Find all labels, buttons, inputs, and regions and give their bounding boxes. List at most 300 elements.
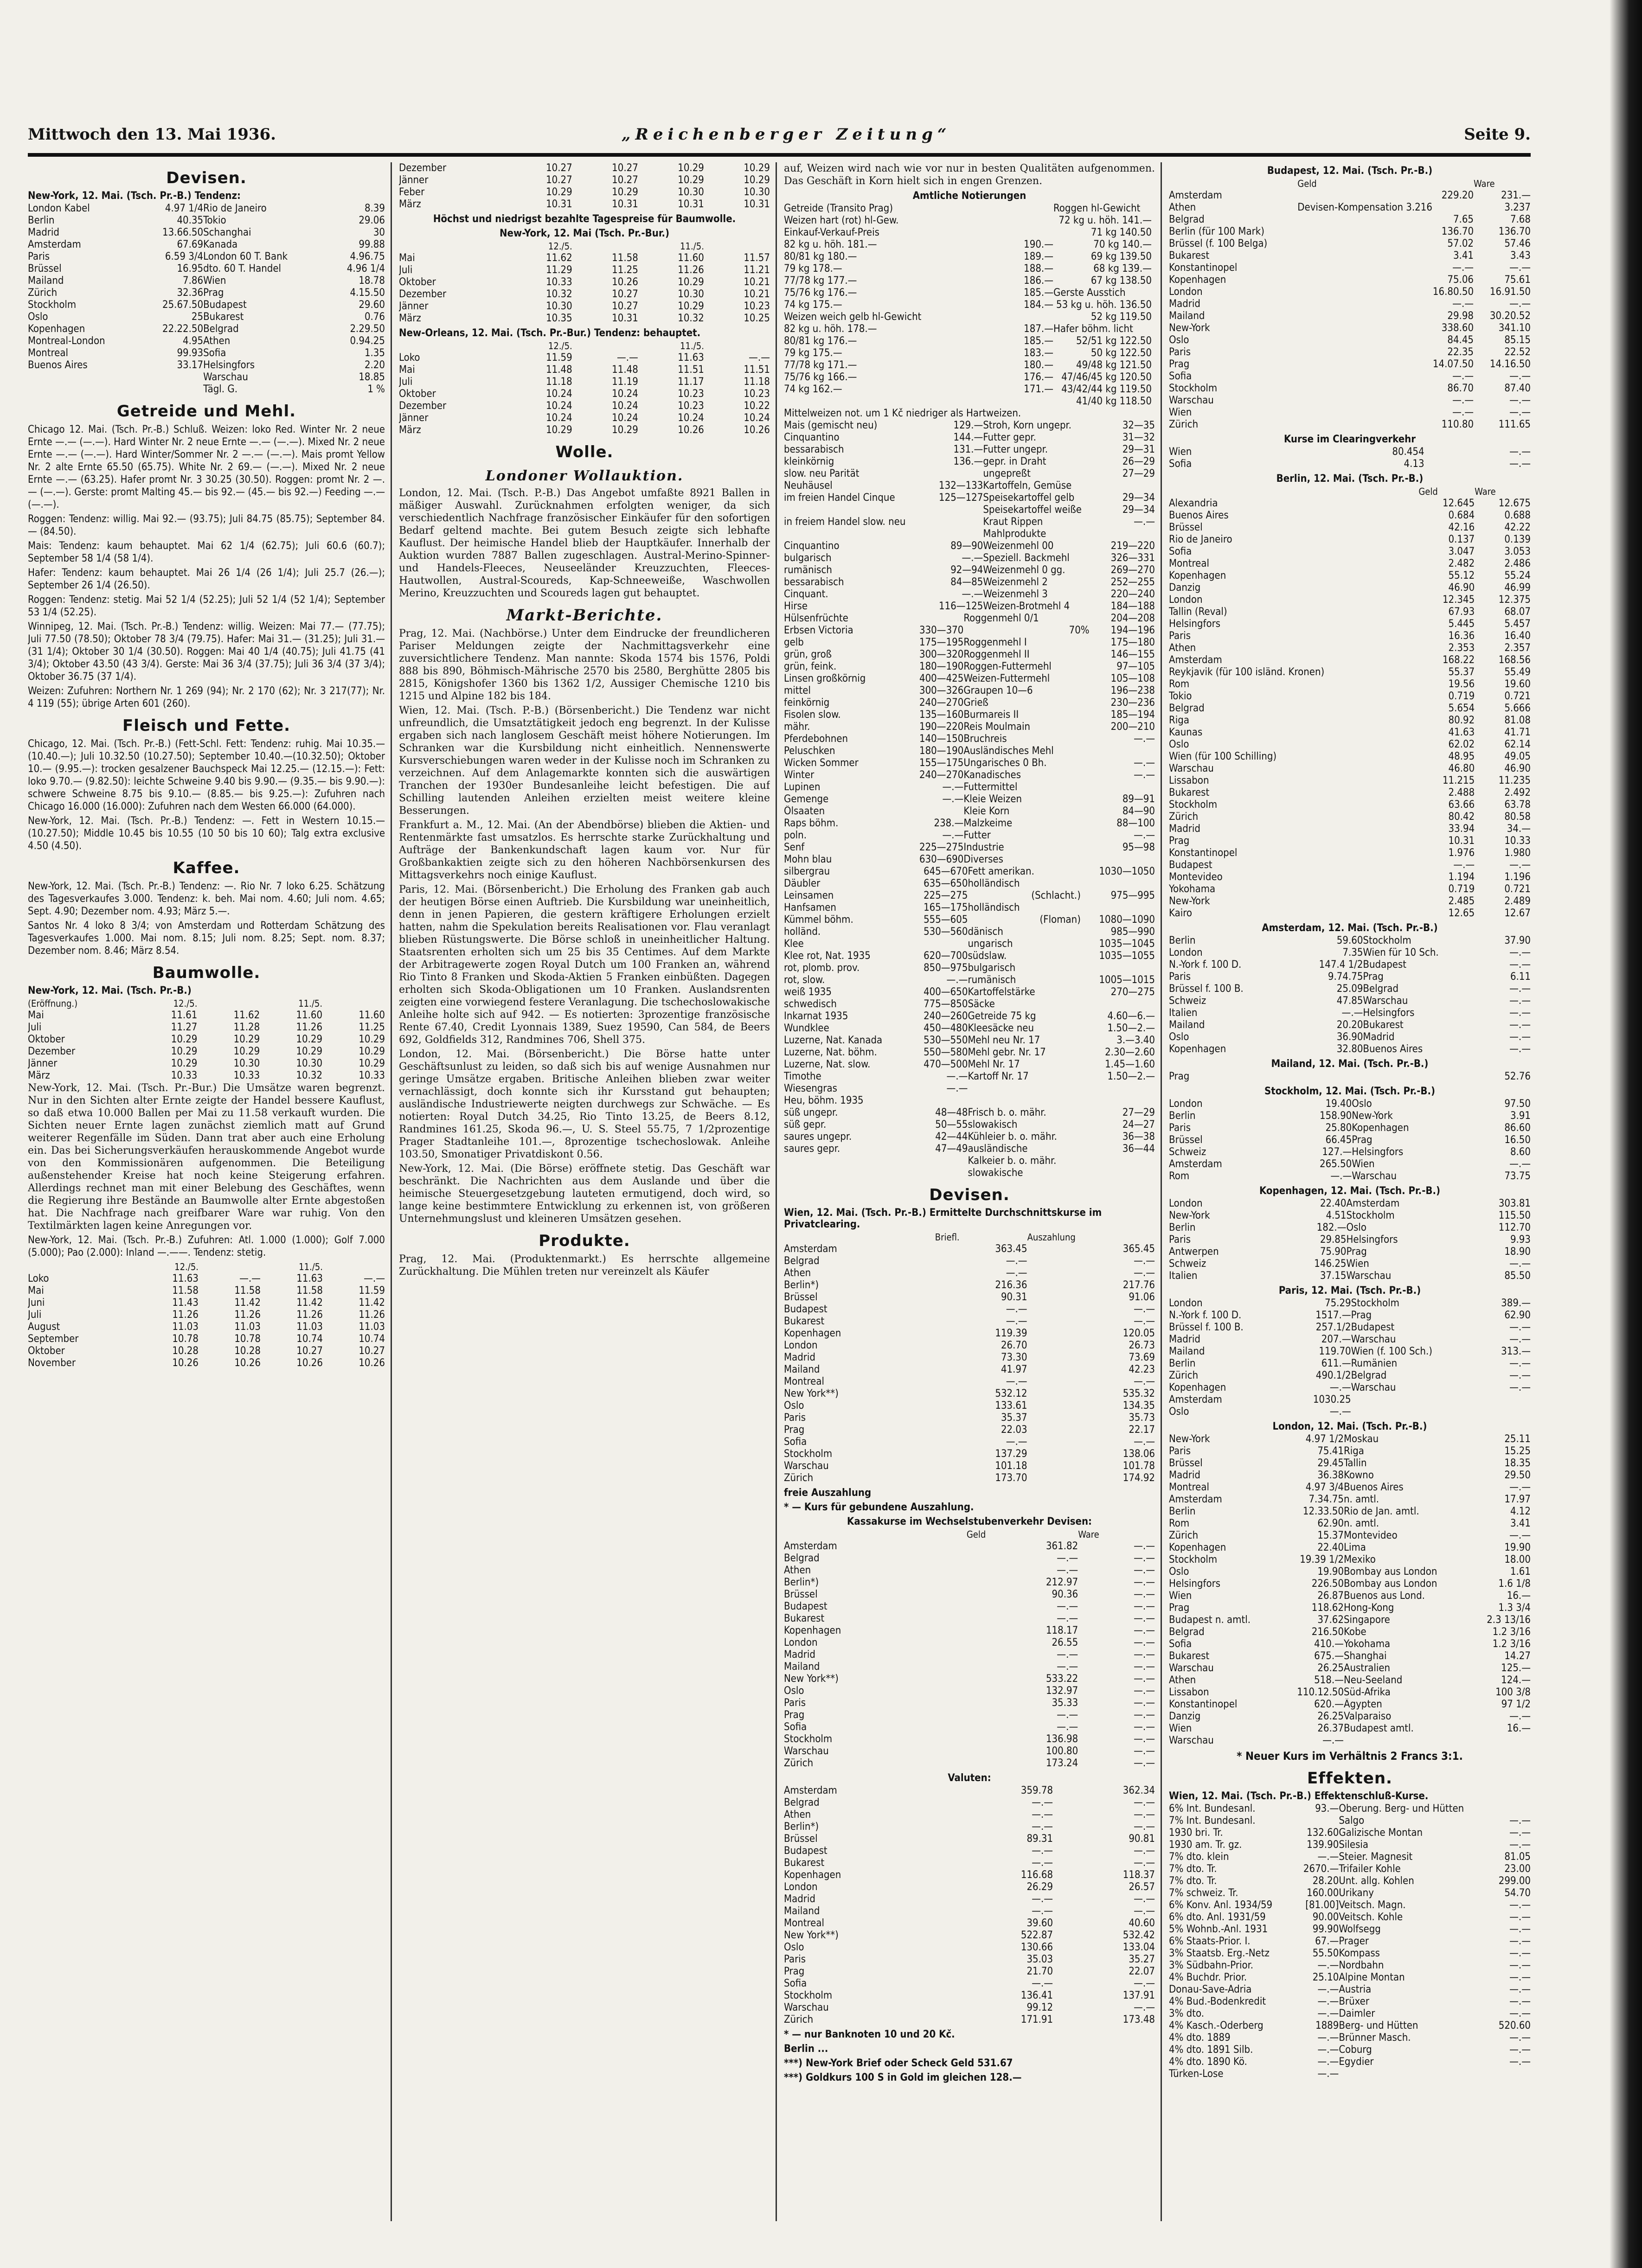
table-cell: Budapest xyxy=(784,1845,827,1857)
table-row xyxy=(1169,262,1531,274)
table-cell: holländ. xyxy=(784,926,821,938)
table-cell xyxy=(1152,359,1155,371)
table-cell: Tokio xyxy=(203,215,226,226)
table-cell: 125—127 xyxy=(939,492,983,504)
table-cell: —.— xyxy=(1509,1043,1531,1055)
table-cell: 81.05 xyxy=(1504,1851,1531,1863)
table-row xyxy=(784,1279,1155,1291)
table-row xyxy=(1169,1984,1531,1996)
table-cell: 10.78 xyxy=(234,1333,261,1345)
table-cell: Prag xyxy=(784,1424,805,1436)
table-cell: 11.26 xyxy=(234,1309,261,1321)
table-row xyxy=(784,432,1155,444)
table-cell: 22.22.50 xyxy=(162,323,204,335)
table-cell: 7.35 xyxy=(1342,947,1363,958)
table-cell: 12.65 xyxy=(1448,907,1475,919)
table-cell: —.— xyxy=(1509,1711,1531,1722)
table-cell: 10.29 xyxy=(171,1034,198,1045)
table-cell: Dezember xyxy=(28,1046,76,1057)
table-cell: 11.48 xyxy=(612,364,638,376)
table-cell: Roggenmehl 0/1 xyxy=(963,613,1039,624)
table-cell: 46.80 xyxy=(1448,763,1475,774)
table-cell: 532.42 xyxy=(1122,1929,1155,1941)
getreide-paragraph: Chicago 12. Mai. (Tsch. Pr.-B.) Schluß. Weizen: loko Red. Winter Nr. 2 neue Ernte —.— (—.—). Hard Winter Nr. 2 neue Ernte —.— (—.—). Mixed Nr. 2 neue Ernte —.— (—.—). Hard Winter/Sommer Nr. 2 —.— (—.—). Mais promt Yellow Nr. 2 alte Ernte 65.50 (65.75). White Nr. 2 69.— (—.—). Mixed Nr. 2 neue Ernte —.— (63.25). Hafer promt Nr. 3 30.25 (30.50). Roggen: promt Nr. 2 —.— (—.—). Gerste: promt Malting 45.— bis 92.— (45.— bis 92.—) Feeding —.— (—.—). xyxy=(28,424,385,511)
table-row xyxy=(1169,811,1531,823)
table-cell: silbergrau xyxy=(784,866,830,877)
table-cell xyxy=(1152,299,1155,311)
table-cell: Berlin xyxy=(1169,1506,1196,1517)
table-cell: 10.33 xyxy=(546,276,572,288)
table-cell: Paris xyxy=(784,1697,806,1709)
table-row xyxy=(1169,286,1531,298)
table-cell: März xyxy=(399,198,421,210)
table-cell: 10.29 xyxy=(678,300,704,312)
table-cell: 10.78 xyxy=(172,1333,199,1345)
table-cell: Konstantinopel xyxy=(1169,262,1238,274)
table-cell: —.— xyxy=(1452,262,1474,274)
table-row xyxy=(784,359,1155,371)
table-cell: 36—44 xyxy=(1122,1143,1155,1155)
table-cell: —.— xyxy=(1134,1821,1155,1833)
table-cell: Roggenmehl I xyxy=(963,637,1027,648)
table-cell: —.— xyxy=(1452,407,1474,418)
table-cell: Prag xyxy=(1352,1134,1373,1146)
table-cell: Ölsaaten xyxy=(784,805,825,817)
table-cell: 1035—1045 xyxy=(1099,938,1155,950)
table-cell: feinkörnig xyxy=(784,697,830,709)
table-cell: 80.42 xyxy=(1448,811,1475,823)
table-cell: 2670.— xyxy=(1303,1863,1339,1875)
table-row xyxy=(1169,1851,1531,1863)
table-cell: 2.20 xyxy=(364,359,385,371)
table-cell: Madrid xyxy=(784,1649,815,1661)
table-cell: Gerste Ausstich xyxy=(1053,287,1126,299)
table-cell: Schweiz xyxy=(1169,1258,1206,1270)
baumwolle-hl-table xyxy=(399,240,770,325)
table-cell: Mai xyxy=(399,364,415,376)
table-cell: 158.90 xyxy=(1320,1110,1352,1122)
table-cell: 4.12 xyxy=(1510,1506,1531,1517)
table-row xyxy=(784,504,1155,516)
table-cell: 11.63 xyxy=(172,1273,199,1284)
table-row xyxy=(1169,1334,1531,1346)
table-cell: Zürich xyxy=(1169,1370,1199,1381)
table-cell: Madrid xyxy=(28,227,59,238)
table-cell: —.— xyxy=(942,830,964,841)
table-row xyxy=(1169,1019,1531,1031)
table-cell: 47—49 xyxy=(935,1143,968,1155)
table-cell: 200—210 xyxy=(1110,721,1155,733)
table-cell: 99.90 xyxy=(1312,1923,1339,1935)
table-cell: Warschau xyxy=(1169,1662,1214,1674)
table-cell: 217.76 xyxy=(1122,1279,1155,1291)
table-cell: 133.61 xyxy=(995,1400,1027,1412)
table-cell: 365.45 xyxy=(1122,1243,1155,1255)
table-row xyxy=(1169,498,1531,510)
table-cell: 43/42/44 kg 119.50 xyxy=(1061,383,1152,395)
table-cell: Bruchreis xyxy=(963,733,1007,745)
table-cell: 11.235 xyxy=(1498,775,1531,786)
table-row xyxy=(399,186,770,198)
table-header-row xyxy=(784,1231,1155,1243)
table-cell: 11.03 xyxy=(359,1321,385,1333)
table-cell: saures gepr. xyxy=(784,1143,840,1155)
table-cell: Ware xyxy=(1474,178,1495,189)
table-cell: Stockholm xyxy=(1346,1210,1395,1221)
table-cell: Buenos Aires xyxy=(1363,1043,1423,1055)
table-cell: bessarabisch xyxy=(784,444,844,455)
table-row xyxy=(28,1034,385,1046)
table-cell: 91.06 xyxy=(1129,1291,1155,1303)
table-cell: 22.35 xyxy=(1447,346,1474,358)
table-cell: 326—331 xyxy=(1110,552,1155,564)
table-row xyxy=(1169,1222,1531,1234)
table-cell: 55.49 xyxy=(1504,666,1531,678)
table-cell: —.— xyxy=(946,974,968,986)
table-cell: dänisch xyxy=(968,926,1003,938)
table-row xyxy=(784,576,1155,588)
table-cell: 10.26 xyxy=(744,424,770,436)
stockholm-subhead: Stockholm, 12. Mai. (Tsch. Pr.-B.) xyxy=(1264,1086,1436,1097)
mais-table xyxy=(784,420,1155,613)
table-cell: mittel xyxy=(784,685,811,696)
table-cell: 85.50 xyxy=(1504,1270,1531,1282)
table-cell: New-York xyxy=(1169,895,1210,907)
table-cell: —.— xyxy=(1317,1984,1339,1995)
table-cell: 3.053 xyxy=(1504,546,1531,557)
table-cell: Inkarnat 1935 xyxy=(784,1010,848,1022)
table-cell: Brüssel xyxy=(1169,1457,1203,1469)
table-cell xyxy=(1152,239,1155,251)
table-cell: 533.22 xyxy=(1045,1673,1078,1685)
table-cell: —.— xyxy=(1057,1709,1078,1721)
table-cell: 10.27 xyxy=(612,174,638,186)
table-cell: Kopenhagen xyxy=(1352,1122,1409,1134)
table-cell: 146.25 xyxy=(1314,1258,1347,1270)
table-cell: 138.06 xyxy=(1122,1448,1155,1460)
table-cell: —.— xyxy=(1509,1923,1531,1935)
table-cell xyxy=(199,1261,261,1273)
table-cell: Weizen weich gelb hl-Gewicht xyxy=(784,311,922,323)
table-row xyxy=(1169,1346,1531,1358)
table-cell: 10.32 xyxy=(296,1070,323,1081)
table-cell: 1035—1055 xyxy=(1099,950,1155,962)
berlin-table xyxy=(1169,486,1531,920)
table-row xyxy=(1169,1711,1531,1723)
table-cell: 635—650 xyxy=(924,878,968,889)
table-row xyxy=(1169,510,1531,522)
table-cell: Lissabon xyxy=(1169,775,1209,786)
table-cell xyxy=(1351,1406,1480,1418)
table-cell: bulgarisch xyxy=(968,962,1016,974)
table-row xyxy=(1169,1297,1531,1310)
table-cell: 2.3 13/16 xyxy=(1487,1614,1531,1626)
table-cell: 19.60 xyxy=(1504,678,1531,690)
table-row xyxy=(1169,1815,1531,1827)
table-cell xyxy=(572,240,638,252)
table-cell: 118.37 xyxy=(1122,1869,1155,1881)
table-cell: 136.70 xyxy=(1441,226,1474,237)
table-row xyxy=(1169,959,1531,971)
table-cell: —.— xyxy=(1134,1661,1155,1673)
table-row xyxy=(28,1070,385,1082)
table-row xyxy=(1169,1457,1531,1469)
table-cell: —.— xyxy=(1452,395,1474,406)
table-cell: 55.12 xyxy=(1448,570,1475,581)
table-cell xyxy=(1081,1167,1155,1179)
table-cell: 33.17 xyxy=(177,359,204,371)
valuten-title: Valuten: xyxy=(948,1772,991,1784)
table-cell: Silesia xyxy=(1339,1839,1369,1851)
table-cell: 185.— xyxy=(1024,287,1054,299)
table-cell: —.— xyxy=(1317,2044,1339,2056)
table-cell xyxy=(928,468,983,480)
table-cell: Oslo xyxy=(1169,1031,1189,1043)
table-cell: Madrid xyxy=(1169,1469,1200,1481)
table-header-row xyxy=(399,240,770,252)
table-cell: Schweiz xyxy=(1169,995,1206,1007)
table-cell: 1.50—2.— xyxy=(1107,1071,1155,1082)
table-cell: Oslo xyxy=(1169,1566,1189,1578)
table-cell: Speisekartoffel weiße xyxy=(983,504,1082,516)
table-cell: 207.— xyxy=(1321,1334,1351,1345)
table-row xyxy=(784,1721,1155,1733)
table-cell: Wien xyxy=(203,275,226,287)
table-cell: 389.— xyxy=(1501,1297,1531,1309)
table-cell: 12.645 xyxy=(1442,498,1475,509)
table-cell: 220—240 xyxy=(1110,588,1155,600)
table-cell: 1 % xyxy=(367,383,385,395)
table-cell: 180.— xyxy=(1024,359,1054,371)
table-cell: —.— xyxy=(1509,371,1531,382)
table-cell: —.— xyxy=(1134,1905,1155,1917)
table-cell: August xyxy=(28,1321,60,1333)
table-cell: Bukarest xyxy=(784,1857,825,1869)
table-cell: 26.87 xyxy=(1317,1590,1344,1602)
fleisch-paragraph: Chicago, 12. Mai. (Tsch. Pr.-B.) (Fett-Schl. Fett: Tendenz: ruhig. Mai 10.35.—(10.40.—); Juli 10.32.50 (10.27.50); September 10.40.—(10.32.50); Oktober 10.— (9.95.—): trocken gesalzener Bauchspeck Mai 12.25.— (12.15.—): Fett: loko 9.70.— (9.82.50): leichte Schweine 9.40 bis 9.90.— (9.35.— bis 9.90.—): schwere Schweine 8.75 bis 9.10.— (8.85.— bis 9.25.—): Zufuhren nach Chicago 16.000 (16.000): Zufuhren nach dem Westen 66.000 (64.000). xyxy=(28,738,385,812)
table-cell: Futter xyxy=(963,830,991,841)
table-cell: Mehl neu Nr. 17 xyxy=(968,1035,1040,1046)
table-cell: Buenos Aires xyxy=(28,359,88,371)
table-row xyxy=(1169,1590,1531,1602)
table-row xyxy=(399,162,770,174)
table-cell: 11.17 xyxy=(678,376,704,388)
table-row xyxy=(28,1321,385,1333)
table-cell: 1.194 xyxy=(1448,871,1475,883)
table-cell: —.— xyxy=(1317,1996,1339,2007)
table-cell: 82 kg u. höh. 178.— xyxy=(784,323,877,335)
markt-paragraph: Paris, 12. Mai. (Börsenbericht.) Die Erholung des Franken gab auch der heutigen Börse einen Auftrieb. Die Kursbildung war uneinheitlich, denn in jenen Papieren, die gestern kräftigere Erholungen erzielt hatten, nahm die Spekulation bereits Realisationen vor. Flau veranlagt blieben Rüstungswerte. Die Börse schloß in uneinheitlicher Haltung. Staatsrenten erholten sich um 25 bis 35 Centimes. Auf dem Markte der Arbitragewerte zogen Royal Dutch um 100 Franken an, während Rio Tinto 8 Franken und Skoda-Aktien 5 Franken einbüßten. Dagegen erholten sich Skoda-Obligationen um 10 Franken. Auslandsrenten zeigten eine vorwiegend festere Veranlagung. Die tschechoslowakische Anleihe holte sich auf 942. — Es notierten: 3prozentige französische Rente 67.40, Credit Lyonnais 1389, Suez 19590, Can 584, de Beers 692, Goldfields 312, Randmines 706, Shell 375. xyxy=(399,884,770,1046)
table-cell: Berlin xyxy=(1169,1222,1196,1233)
table-cell: 4.51 xyxy=(1326,1210,1347,1221)
table-cell: 110.80 xyxy=(1441,419,1474,430)
table-cell: 173.70 xyxy=(995,1472,1027,1484)
table-cell: —.— xyxy=(1509,2044,1531,2056)
table-cell: Kühleier b. o. mähr. xyxy=(968,1131,1057,1143)
table-cell: 11.62 xyxy=(233,1009,260,1021)
table-cell: 182.— xyxy=(1316,1222,1347,1233)
table-row xyxy=(784,1942,1155,1954)
table-cell: 530—550 xyxy=(924,1035,968,1046)
markt-paragraph: Prag, 12. Mai. (Nachbörse.) Unter dem Eindrucke der freundlicheren Pariser Meldungen zeigte der Nachmittagsverkehr eine zuversichtlichere Tendenz. Man nannte: Skoda 1574 bis 1576, Poldi 888 bis 890, Böhmisch-Mährische 2570 bis 2580, Berghütte 2805 bis 2815, Königshofer 1360 bis 1362 1/2, Aussiger Chemische 1210 bis 1215 und Alpine 182 bis 184. xyxy=(399,628,770,702)
table-cell: 10.21 xyxy=(744,276,770,288)
baumwolle-cont-table xyxy=(399,162,770,211)
table-cell: Salgo xyxy=(1339,1815,1365,1827)
baumwolle-paragraph: New-York, 12. Mai. (Tsch. Pr.-Bur.) Die Umsätze waren begrenzt. Nur in den Sichten alter Ernte zeigte der Handel bessere Kauflust, so daß etwa 10.000 Ballen per Mai zu 11.58 verkauft wurden. Die Sichten neuer Ernte lagen zunächst ziemlich matt auf Grund weiterer Regenfälle im Süden. Dann trat aber auch eine Erholung ein. Das bei Sicherungsverkäufen herauskommende Angebot wurde von den Kommissionären aufgenommen. Die Beteiligung außenstehender Kreise hat noch keine Steigerung erfahren. Allerdings rechnet man mit einer Belebung des Geschäftes, wenn die Regierung ihre Bestände an Baumwolle alter Ernte abgestoßen hat. Die Nachfrage nach greifbarer Ware war ruhig. Von den Textilmärkten lagen keine Anregungen vor. xyxy=(28,1082,385,1232)
table-row xyxy=(28,1009,385,1022)
table-cell: —.— xyxy=(1509,1158,1531,1170)
table-row xyxy=(784,323,1155,335)
table-cell: 75.41 xyxy=(1317,1445,1344,1457)
table-cell: 86.70 xyxy=(1447,383,1474,394)
table-cell: süß ungepr. xyxy=(784,1107,838,1118)
table-row xyxy=(784,1303,1155,1316)
table-cell: 10.27 xyxy=(359,1345,385,1357)
table-cell: 171.91 xyxy=(1020,2014,1053,2025)
table-row xyxy=(399,388,770,400)
table-cell: 11./5. xyxy=(298,998,323,1009)
budapest-subhead: Budapest, 12. Mai. (Tsch. Pr.-B.) xyxy=(1267,165,1433,177)
column-rule xyxy=(1161,162,1162,2221)
table-cell: Ausländisches Mehl xyxy=(963,745,1054,757)
table-row xyxy=(1169,1506,1531,1518)
table-row xyxy=(1169,1469,1531,1482)
table-cell: Raps böhm. xyxy=(784,818,839,829)
table-cell: Warschau xyxy=(1169,1735,1214,1746)
table-cell: 240—270 xyxy=(919,697,964,709)
table-row xyxy=(1169,334,1531,346)
table-cell: Paris xyxy=(1169,1445,1191,1457)
table-cell: schwedisch xyxy=(784,998,837,1010)
table-cell: mähr. xyxy=(784,721,810,733)
table-cell: 52/51 kg 122.50 xyxy=(1076,335,1152,347)
table-cell: Mehl gebr. Nr. 17 xyxy=(968,1047,1046,1058)
table-cell: 12./5. xyxy=(548,340,572,351)
table-row xyxy=(28,215,385,227)
table-cell: Loko xyxy=(28,1273,49,1284)
table-cell: Budapest n. amtl. xyxy=(1169,1614,1251,1626)
devisen-table xyxy=(28,203,385,396)
markt-paragraph: Wien, 12. Mai. (Tsch. P.-B.) (Börsenbericht.) Die Tendenz war nicht unfreundlich, die Umsatztätigkeit jedoch eng begrenzt. In der Kulisse ergaben sich nach langlosem Geschäft meist höhere Notierungen. Im Schranken war die Kursbildung nicht einheitlich. Nennenswerte Kursverschiebungen waren weder in der Kulisse noch im Schranken zu verzeichnen. Auf dem Anlagemarkte konnten sich die auswärtigen Tranchen der 1930er Bundesanleihe leicht befestigen. Die auf Schilling lautenden Anleihen erzielten meist weitere kleine Besserungen. xyxy=(399,705,770,817)
table-cell: Grieß xyxy=(963,697,988,709)
table-cell: Prag xyxy=(1169,358,1190,370)
table-cell: 10.29 xyxy=(359,1046,385,1057)
table-row xyxy=(28,275,385,287)
table-row xyxy=(784,480,1155,492)
table-cell: 535.32 xyxy=(1122,1388,1155,1399)
table-cell: 18.90 xyxy=(1504,1246,1531,1258)
table-cell xyxy=(399,340,507,352)
table-cell: 490.1/2 xyxy=(1315,1370,1351,1381)
table-row xyxy=(1169,1322,1531,1334)
table-cell: Paris xyxy=(1169,630,1191,642)
table-cell: —.— xyxy=(1134,1267,1155,1279)
table-cell: —.— xyxy=(1509,1530,1531,1541)
table-cell: Paris xyxy=(1169,971,1191,983)
table-cell: 10.31 xyxy=(612,198,638,210)
table-cell: süß gepr. xyxy=(784,1119,827,1131)
table-cell: Warschau xyxy=(1169,763,1214,774)
table-row xyxy=(784,613,1155,625)
table-cell: 80.454 xyxy=(1392,446,1424,458)
table-cell: Lissabon xyxy=(1169,1687,1209,1698)
table-cell: 67.69 xyxy=(177,239,204,250)
table-cell: 33.94 xyxy=(1448,823,1475,835)
table-cell: Paris xyxy=(1169,1234,1191,1246)
table-cell: 11.43 xyxy=(172,1297,199,1309)
valuten-footnote: ***) Goldkurs 100 S in Gold im gleichen 128.— xyxy=(784,2072,1022,2083)
table-cell: 216.50 xyxy=(1311,1626,1344,1638)
table-cell: London 60 T. Bank xyxy=(203,251,288,262)
table-cell: Warschau xyxy=(203,371,248,383)
table-cell: grün, feink. xyxy=(784,661,837,672)
table-cell: 25 xyxy=(191,311,204,323)
table-cell: Hanfsamen xyxy=(784,902,836,914)
table-cell: 216.36 xyxy=(995,1279,1027,1291)
table-cell: grün, groß xyxy=(784,649,832,660)
table-cell: Diverses xyxy=(963,854,1003,865)
table-cell: 136.70 xyxy=(1498,226,1531,237)
table-cell: —.— xyxy=(1006,1303,1027,1315)
table-cell: —.— xyxy=(1134,1809,1155,1821)
table-cell: 129.— xyxy=(953,420,983,431)
table-cell: Budapest xyxy=(1363,959,1407,971)
table-row xyxy=(1169,1110,1531,1122)
table-header-row xyxy=(28,1261,385,1273)
table-cell: 10.29 xyxy=(296,1046,323,1057)
table-row xyxy=(784,1436,1155,1448)
table-cell: Amsterdam xyxy=(1346,1198,1400,1209)
table-cell: 136.— xyxy=(953,456,983,467)
table-cell: 132.60 xyxy=(1307,1827,1339,1839)
london-note: * Neuer Kurs im Verhältnis 2 Francs 3:1. xyxy=(1237,1750,1463,1763)
table-row xyxy=(784,1448,1155,1460)
table-cell: 4.60—6.— xyxy=(1107,1010,1155,1022)
table-cell: 10.26 xyxy=(234,1357,261,1369)
table-cell: Belgrad xyxy=(203,323,239,335)
table-cell: 11.215 xyxy=(1442,775,1475,786)
table-cell: 10.23 xyxy=(744,300,770,312)
mailand-subhead: Mailand, 12. Mai. (Tsch. Pr.-B.) xyxy=(1271,1058,1429,1070)
table-row xyxy=(1169,1146,1531,1158)
table-row xyxy=(784,1954,1155,1966)
table-cell: 11.26 xyxy=(296,1022,323,1033)
table-row xyxy=(784,673,1155,685)
column-4 xyxy=(1169,162,1531,2221)
table-row xyxy=(1169,971,1531,983)
table-cell: 99.12 xyxy=(1026,2002,1053,2013)
table-cell: Klee xyxy=(784,938,804,950)
table-cell: New-York xyxy=(1169,1433,1210,1445)
table-row xyxy=(784,1388,1155,1400)
table-row xyxy=(399,376,770,388)
table-row xyxy=(784,588,1155,601)
table-cell: Bukarest xyxy=(1169,1650,1210,1662)
table-cell: 32.80 xyxy=(1336,1043,1363,1055)
table-cell: New York**) xyxy=(784,1673,839,1685)
table-cell: Luzerne, Nat. böhm. xyxy=(784,1047,877,1058)
table-cell: 11.26 xyxy=(296,1309,323,1321)
table-cell: —.— xyxy=(1134,1721,1155,1733)
table-cell: 160.00 xyxy=(1307,1887,1339,1899)
table-row xyxy=(784,1119,1155,1131)
table-cell: 238.— xyxy=(934,818,964,829)
table-cell: Sofia xyxy=(203,347,226,359)
table-cell xyxy=(1021,215,1053,227)
table-cell: 532.12 xyxy=(995,1388,1027,1399)
table-cell: 10.27 xyxy=(612,288,638,300)
table-cell: 174.92 xyxy=(1122,1472,1155,1484)
